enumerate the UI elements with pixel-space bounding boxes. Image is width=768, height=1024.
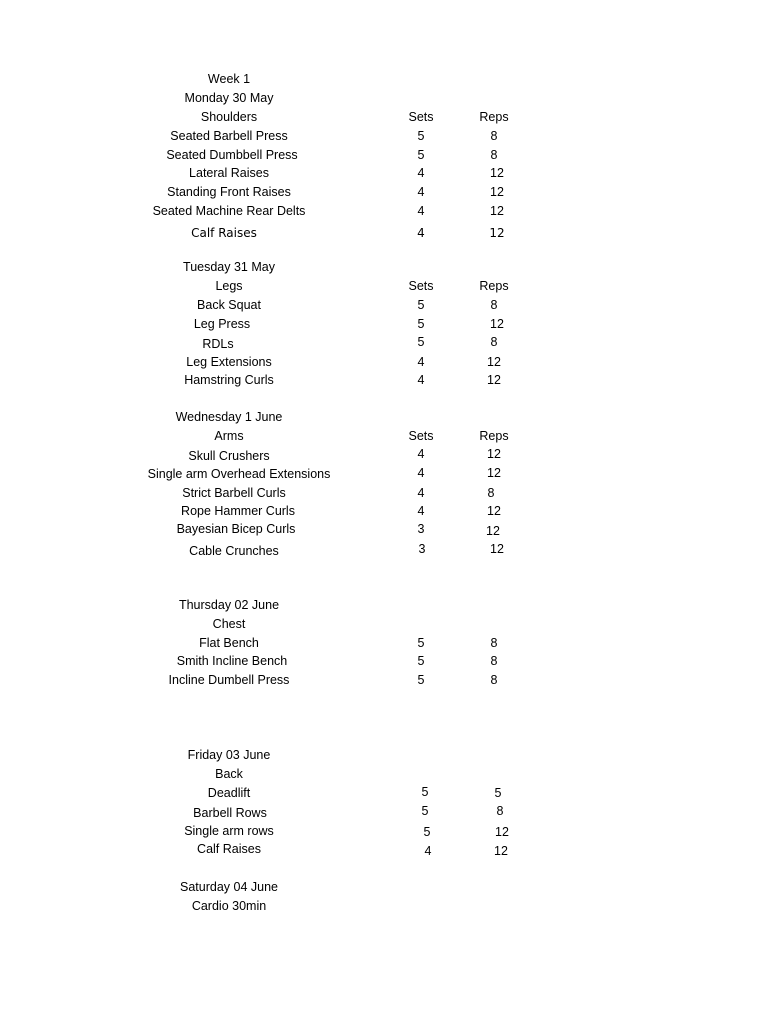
- exercise-reps: 12: [489, 226, 505, 240]
- exercise-reps: 8: [487, 486, 495, 500]
- exercise-name: Leg Press: [193, 317, 251, 331]
- exercise-reps: 8: [490, 298, 498, 312]
- exercise-sets: 4: [424, 844, 432, 858]
- exercise-sets: 4: [417, 226, 425, 240]
- exercise-sets: 5: [417, 298, 425, 312]
- exercise-name: RDLs: [202, 337, 234, 351]
- exercise-sets: 5: [417, 148, 425, 162]
- exercise-reps: 8: [490, 654, 498, 668]
- exercise-reps: 12: [490, 185, 504, 199]
- day-focus: Shoulders: [200, 110, 258, 124]
- exercise-name: Calf Raises: [191, 226, 257, 240]
- exercise-sets: 4: [417, 486, 425, 500]
- exercise-reps: 12: [487, 466, 501, 480]
- sets-header: Sets: [408, 279, 434, 293]
- exercise-name: Lateral Raises: [189, 166, 269, 180]
- reps-header: Reps: [479, 279, 509, 293]
- exercise-name: Seated Machine Rear Delts: [152, 204, 306, 218]
- exercise-name: Flat Bench: [199, 636, 259, 650]
- exercise-sets: 5: [423, 825, 431, 839]
- exercise-name: Barbell Rows: [193, 806, 267, 820]
- exercise-sets: 4: [417, 355, 425, 369]
- day-focus: Arms: [214, 429, 244, 443]
- day-focus: Legs: [215, 279, 243, 293]
- exercise-sets: 4: [417, 373, 425, 387]
- exercise-reps: 12: [490, 204, 504, 218]
- exercise-sets: 5: [417, 636, 425, 650]
- reps-header: Reps: [479, 429, 509, 443]
- exercise-sets: 3: [417, 522, 425, 536]
- week-title: Week 1: [207, 72, 251, 86]
- reps-header: Reps: [479, 110, 509, 124]
- day-title: Monday 30 May: [184, 91, 274, 105]
- exercise-name: Smith Incline Bench: [176, 654, 288, 668]
- exercise-sets: 3: [418, 542, 426, 556]
- exercise-reps: 12: [490, 166, 504, 180]
- exercise-sets: 5: [417, 335, 425, 349]
- exercise-name: Skull Crushers: [188, 449, 270, 463]
- exercise-reps: 12: [487, 504, 501, 518]
- exercise-name: Seated Dumbbell Press: [166, 148, 298, 162]
- exercise-reps: 12: [494, 844, 508, 858]
- day-title: Tuesday 31 May: [183, 260, 275, 274]
- exercise-reps: 12: [490, 542, 504, 556]
- exercise-reps: 12: [495, 825, 509, 839]
- exercise-sets: 5: [417, 673, 425, 687]
- exercise-name: Single arm Overhead Extensions: [147, 467, 331, 481]
- exercise-sets: 5: [421, 785, 429, 799]
- exercise-name: Cable Crunches: [189, 544, 279, 558]
- day-focus: Back: [215, 767, 243, 781]
- exercise-name: Hamstring Curls: [184, 373, 274, 387]
- exercise-sets: 5: [417, 129, 425, 143]
- exercise-reps: 8: [496, 804, 504, 818]
- exercise-name: Leg Extensions: [186, 355, 272, 369]
- exercise-name: Seated Barbell Press: [170, 129, 288, 143]
- exercise-sets: 4: [417, 504, 425, 518]
- sets-header: Sets: [408, 110, 434, 124]
- exercise-name: Deadlift: [207, 786, 251, 800]
- day-focus: Cardio 30min: [191, 899, 267, 913]
- exercise-reps: 8: [490, 673, 498, 687]
- exercise-reps: 12: [487, 373, 501, 387]
- exercise-name: Standing Front Raises: [167, 185, 291, 199]
- sets-header: Sets: [408, 429, 434, 443]
- day-title: Saturday 04 June: [180, 880, 278, 894]
- exercise-sets: 4: [417, 185, 425, 199]
- exercise-reps: 5: [494, 786, 502, 800]
- exercise-reps: 12: [486, 524, 500, 538]
- exercise-sets: 5: [417, 654, 425, 668]
- exercise-sets: 5: [417, 317, 425, 331]
- day-title: Friday 03 June: [187, 748, 271, 762]
- exercise-reps: 12: [490, 317, 504, 331]
- exercise-name: Strict Barbell Curls: [182, 486, 286, 500]
- exercise-name: Bayesian Bicep Curls: [176, 522, 296, 536]
- exercise-sets: 4: [417, 166, 425, 180]
- exercise-reps: 8: [490, 335, 498, 349]
- day-focus: Chest: [212, 617, 246, 631]
- exercise-sets: 4: [417, 204, 425, 218]
- exercise-name: Incline Dumbell Press: [168, 673, 290, 687]
- exercise-name: Back Squat: [197, 298, 261, 312]
- exercise-name: Calf Raises: [197, 842, 261, 856]
- day-title: Thursday 02 June: [178, 598, 280, 612]
- exercise-name: Rope Hammer Curls: [181, 504, 295, 518]
- exercise-reps: 8: [490, 129, 498, 143]
- exercise-reps: 12: [487, 447, 501, 461]
- exercise-sets: 4: [417, 466, 425, 480]
- exercise-sets: 5: [421, 804, 429, 818]
- exercise-reps: 8: [490, 148, 498, 162]
- exercise-sets: 4: [417, 447, 425, 461]
- exercise-reps: 12: [487, 355, 501, 369]
- day-title: Wednesday 1 June: [175, 410, 283, 424]
- exercise-name: Single arm rows: [184, 824, 274, 838]
- exercise-reps: 8: [490, 636, 498, 650]
